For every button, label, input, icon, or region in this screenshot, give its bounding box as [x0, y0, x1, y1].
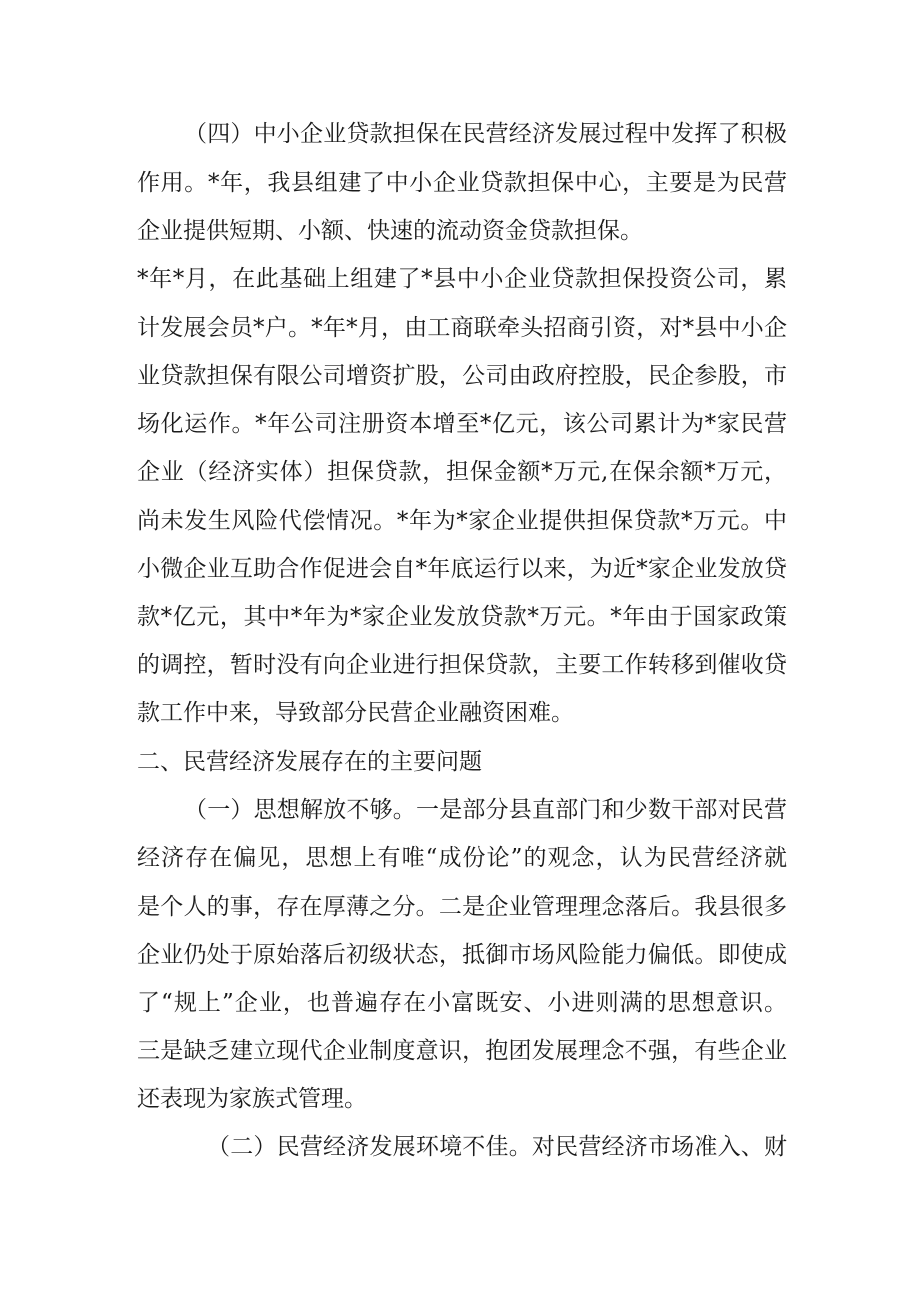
section-heading: 二、民营经济发展存在的主要问题	[137, 749, 482, 775]
paragraph-line: （二）民营经济发展环境不佳。对民营经济市场准入、财	[207, 1134, 787, 1160]
paragraph-line: 业贷款担保有限公司增资扩股，公司由政府控股，民企参股，市	[137, 363, 787, 389]
paragraph-line: （四）中小企业贷款担保在民营经济发展过程中发挥了积极	[184, 121, 787, 147]
paragraph-line: 尚未发生风险代偿情况。*年为*家企业提供担保贷款*万元。中	[137, 508, 787, 534]
paragraph-line: 款工作中来，导致部分民营企业融资困难。	[137, 700, 574, 726]
paragraph-line: 经济存在偏见，思想上有唯“成份论”的观念，认为民营经济就	[137, 845, 787, 871]
paragraph-line: 小微企业互助合作促进会自*年底运行以来，为近*家企业发放贷	[137, 556, 787, 582]
paragraph-line: 企业仍处于原始落后初级状态，抵御市场风险能力偏低。即使成	[137, 942, 787, 968]
paragraph-line: （一）思想解放不够。一是部分县直部门和少数干部对民营	[184, 797, 787, 823]
paragraph-line: 企业提供短期、小额、快速的流动资金贷款担保。	[137, 218, 643, 244]
paragraph-line: 还表现为家族式管理。	[137, 1086, 367, 1112]
paragraph-line: *年*月，在此基础上组建了*县中小企业贷款担保投资公司，累	[137, 266, 787, 292]
paragraph-line: 作用。*年，我县组建了中小企业贷款担保中心，主要是为民营	[137, 170, 787, 196]
paragraph-line: 了“规上”企业，也普遍存在小富既安、小进则满的思想意识。	[137, 990, 787, 1016]
paragraph-line: 是个人的事，存在厚薄之分。二是企业管理理念落后。我县很多	[137, 894, 787, 920]
paragraph-line: 企业（经济实体）担保贷款，担保金额*万元,在保余额*万元，	[137, 459, 787, 485]
paragraph-line: 的调控，暂时没有向企业进行担保贷款，主要工作转移到催收贷	[137, 652, 787, 678]
paragraph-line: 计发展会员*户。*年*月，由工商联牵头招商引资，对*县中小企	[137, 315, 787, 341]
paragraph-line: 款*亿元，其中*年为*家企业发放贷款*万元。*年由于国家政策	[137, 604, 787, 630]
paragraph-line: 三是缺乏建立现代企业制度意识，抱团发展理念不强，有些企业	[137, 1038, 787, 1064]
paragraph-line: 场化运作。*年公司注册资本增至*亿元，该公司累计为*家民营	[137, 411, 787, 437]
